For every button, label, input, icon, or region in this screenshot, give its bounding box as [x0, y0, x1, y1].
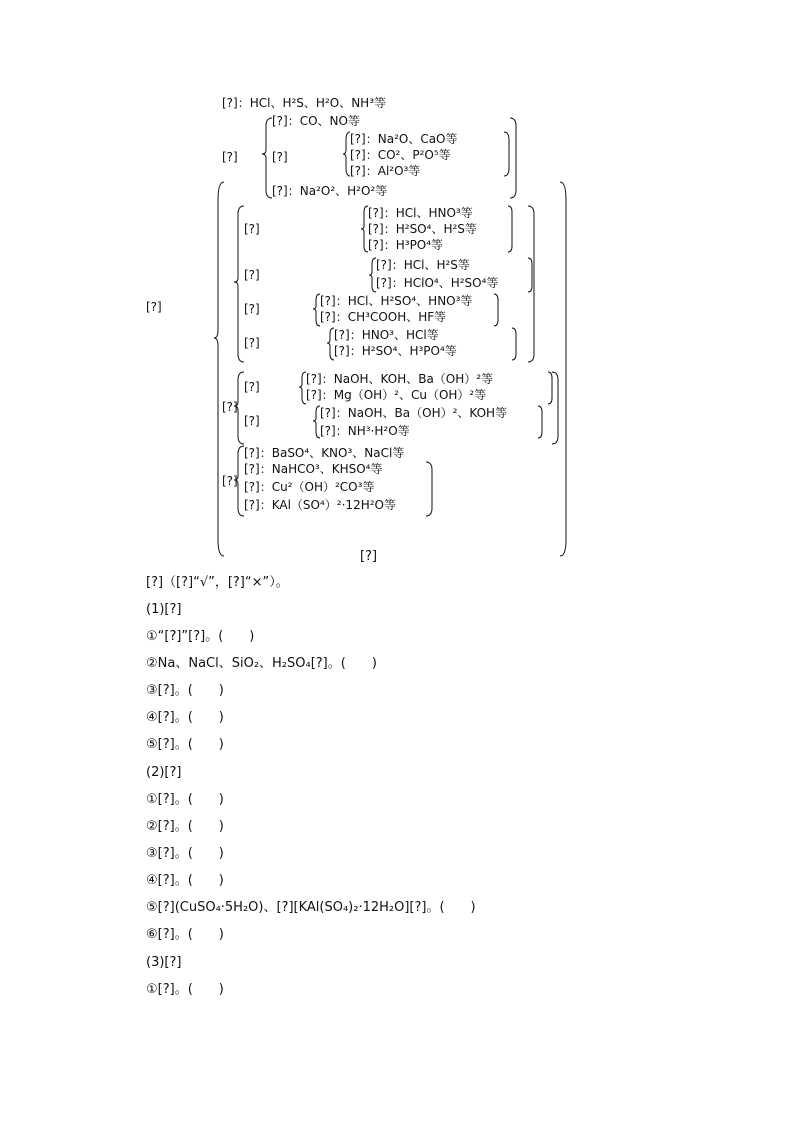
tree-row: [?]：NaOH、Ba（OH）²、KOH等: [320, 406, 508, 420]
tree-row: [?]：Cu²（OH）²CO³等: [244, 480, 375, 494]
tree-row: [?]：H²SO⁴、H³PO⁴等: [334, 344, 457, 358]
tree-row: [?]：NaHCO³、KHSO⁴等: [244, 462, 383, 476]
tree-row: [?]：Na²O、CaO等: [350, 132, 458, 146]
tree-row: [?]：KAl（SO⁴）²·12H²O等: [244, 498, 396, 512]
tree-row: [?]：HCl、H²SO⁴、HNO³等: [320, 294, 473, 308]
tree-row: [?]：NaOH、KOH、Ba（OH）²等: [306, 372, 494, 386]
tree-row: [?]：CO、NO等: [272, 114, 360, 128]
tree-row: [?]：Al²O³等: [350, 164, 421, 178]
tree-row: [?]: [244, 336, 260, 350]
question-item: ③[?]。( ): [146, 846, 224, 861]
tree-row: [?]：Na²O²、H²O²等: [272, 184, 388, 198]
tree-row: [?]：HCl、H²S、H²O、NH³等: [222, 96, 387, 110]
tree-row: [?]: [222, 400, 238, 414]
tree-row: [?]：BaSO⁴、KNO³、NaCl等: [244, 446, 405, 460]
tree-row: [?]: [222, 474, 238, 488]
tree-row: [?]: [244, 222, 260, 236]
question-item: ⑤[?](CuSO₄·5H₂O)、[?][KAl(SO₄)₂·12H₂O][?]。( ): [146, 900, 476, 915]
question-item: ②Na、NaCl、SiO₂、H₂SO₄[?]。( ): [146, 656, 377, 671]
tree-row: [?]：Mg（OH）²、Cu（OH）²等: [306, 388, 487, 402]
tree-row: [?]：HCl、HNO³等: [368, 206, 473, 220]
subsection-heading: (3)[?]: [146, 955, 182, 970]
question-item: ⑤[?]。( ): [146, 737, 224, 752]
subsection-heading: (1)[?]: [146, 602, 182, 617]
tree-row: [?]：CH³COOH、HF等: [320, 310, 447, 324]
question-item: ①[?]。( ): [146, 792, 224, 807]
instruction-line: [?]（[?]“√”，[?]“×”）。: [146, 575, 289, 590]
tree-row: [?]：HClO⁴、H²SO⁴等: [376, 276, 499, 290]
question-item: ④[?]。( ): [146, 710, 224, 725]
tree-row: [?]：NH³·H²O等: [320, 424, 410, 438]
tree-row: [?]: [244, 380, 260, 394]
tree-row: [?]: [244, 302, 260, 316]
question-item: ①[?]。( ): [146, 982, 224, 997]
section-title: [?]: [360, 549, 378, 564]
question-item: ⑥[?]。( ): [146, 927, 224, 942]
tree-row: [?]: [272, 150, 288, 164]
question-item: ④[?]。( ): [146, 873, 224, 888]
tree-row: [?]: [146, 300, 162, 314]
tree-row: [?]：H³PO⁴等: [368, 238, 444, 252]
tree-row: [?]：HCl、H²S等: [376, 258, 470, 272]
question-item: ②[?]。( ): [146, 819, 224, 834]
tree-row: [?]: [244, 268, 260, 282]
question-item: ③[?]。( ): [146, 683, 224, 698]
tree-row: [?]：HNO³、HCl等: [334, 328, 439, 342]
tree-row: [?]：H²SO⁴、H²S等: [368, 222, 477, 236]
tree-row: [?]：CO²、P²O⁵等: [350, 148, 451, 162]
tree-row: [?]: [222, 150, 238, 164]
subsection-heading: (2)[?]: [146, 765, 182, 780]
classification-tree: [0, 0, 794, 560]
tree-row: [?]: [244, 414, 260, 428]
question-item: ①“[?]”[?]。( ): [146, 629, 255, 644]
